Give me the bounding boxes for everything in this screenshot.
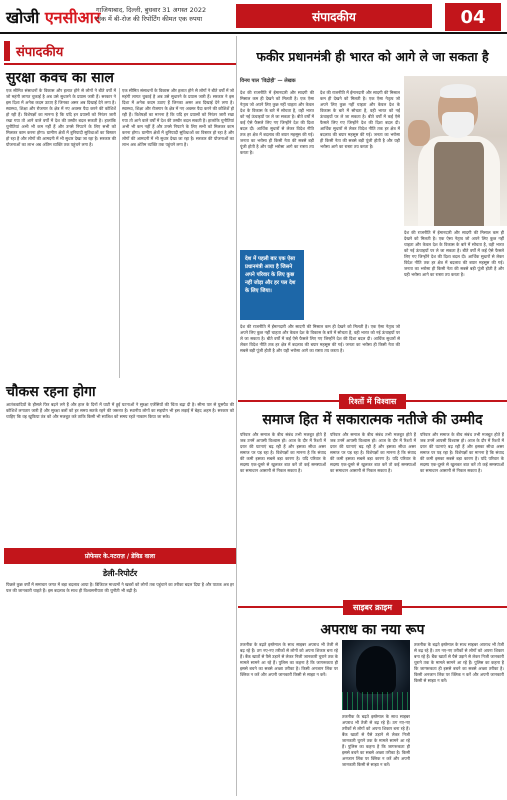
feature-body-col1: देश की राजनीति में ईमानदारी और सादगी की मिसाल कम ही देखने को मिलती है। एक ऐसा नेतृत्व जो अपने लिए कुछ नहीं चाहता और केवल देश के विकास के बारे में सोचता है, वही भारत को नई ऊंचाइयों पर ले जा सकता है। बीते वर्षों में कई ऐसे फैसले लिए गए जिन्होंने देश की दिशा बदल दी। आर्थिक सुधारों से लेकर विदेश नीति तक हर क्षेत्र में बदलाव की बयार महसूस की गई। जनता का भरोसा ही किसी नेता की सबसे बड़ी पूंजी होती है और यही भरोसा आगे का रास्ता तय करता है। <box>240 90 314 155</box>
column-author-box: प्रोफेसर के.नटराज़ / डेविड वाला <box>4 548 236 564</box>
section3-body-col3: तकनीक के बढ़ते इस्तेमाल के साथ साइबर अपराध भी तेजी से बढ़ रहे हैं। ठग नए-नए तरीकों से लोगों को अपना शिकार बना रहे हैं। बैंक खातों से पैसे उड़ाने से लेकर निजी जानकारी चुराने तक के मामले सामने आ रहे हैं। पुलिस का कहना है कि जागरूकता ही इससे बचने का सबसे अच्छा तरीका है। किसी अनजान लिंक पर क्लिक न करें और अपनी जानकारी किसी से साझा न करें। <box>414 642 504 683</box>
newspaper-logo[interactable] <box>6 6 100 28</box>
section3-headline[interactable]: अपराध का नया रूप <box>320 622 425 638</box>
feature-body-col2: देश की राजनीति में ईमानदारी और सादगी की मिसाल कम ही देखने को मिलती है। एक ऐसा नेतृत्व जो अपने लिए कुछ नहीं चाहता और केवल देश के विकास के बारे में सोचता है, वही भारत को नई ऊंचाइयों पर ले जा सकता है। बीते वर्षों में कई ऐसे फैसले लिए गए जिन्होंने देश की दिशा बदल दी। आर्थिक सुधारों से लेकर विदेश नीति तक हर क्षेत्र में बदलाव की बयार महसूस की गई। जनता का भरोसा ही किसी नेता की सबसे बड़ी पूंजी होती है और यही भरोसा आगे का रास्ता तय करता है। <box>320 90 400 149</box>
feature-headline[interactable] <box>238 36 507 76</box>
feature-body-col4: देश की राजनीति में ईमानदारी और सादगी की मिसाल कम ही देखने को मिलती है। एक ऐसा नेतृत्व जो अपने लिए कुछ नहीं चाहता और केवल देश के विकास के बारे में सोचता है, वही भारत को नई ऊंचाइयों पर ले जा सकता है। बीते वर्षों में कई ऐसे फैसले लिए गए जिन्होंने देश की दिशा बदल दी। आर्थिक सुधारों से लेकर विदेश नीति तक हर क्षेत्र में बदलाव की बयार महसूस की गई। जनता का भरोसा ही किसी नेता की सबसे बड़ी पूंजी होती है और यही भरोसा आगे का रास्ता तय करता है। <box>240 324 400 353</box>
editorial-divider <box>4 63 236 65</box>
editorial-marker-icon <box>4 41 10 61</box>
page-number: 04 <box>445 3 501 31</box>
story2-body: आतंकवादियों के हौसले फिर बढ़ने लगे हैं और हाल के दिनों में घाटी में हुई घटनाओं ने सुरक्षा एजेंसियों की चिंता बढ़ा दी है। सीमा पार से घुसपैठ की कोशिशें लगातार जारी हैं और सुरक्षा बलों को हर समय सतर्क रहने की जरूरत है। स्थानीय लोगों का सहयोग भी इस लड़ाई में बेहद अहम है। सरकार को चाहिए कि वह खुफिया तंत्र को और मजबूत करे ताकि किसी भी साजिश को समय रहते नाकाम किया जा सके। <box>6 402 234 419</box>
section3-band <box>238 600 507 614</box>
section3-body-col2: तकनीक के बढ़ते इस्तेमाल के साथ साइबर अपराध भी तेजी से बढ़ रहे हैं। ठग नए-नए तरीकों से लोगों को अपना शिकार बना रहे हैं। बैंक खातों से पैसे उड़ाने से लेकर निजी जानकारी चुराने तक के मामले सामने आ रहे हैं। पुलिस का कहना है कि जागरूकता ही इससे बचने का सबसे अच्छा तरीका है। किसी अनजान लिंक पर क्लिक न करें और अपनी जानकारी किसी से साझा न करें। <box>342 714 410 767</box>
story1-body-col2: एक सीमित संसाधनों के विकास और हलात होने से लोगों ने बीते वर्षों में जो महंगी लागत चुकाई है अब उसे सुधारने के प्रयास जारी हैं। सरकार ने इस दिशा में अनेक कदम उठाए हैं जिनका असर अब दिखाई देने लगा है। स्वास्थ्य, शिक्षा और रोजगार के क्षेत्र में नए अवसर पैदा करने की कोशिशें हो रही हैं। विशेषज्ञों का मानना है कि यदि इन प्रयासों को निरंतर जारी रखा गया तो आने वाले वर्षों में देश की तस्वीर बदल सकती है। हालांकि चुनौतियां अभी भी कम नहीं हैं और उनसे निपटने के लिए सभी को मिलकर काम करना होगा। ग्रामीण क्षेत्रों में बुनियादी सुविधाओं का विस्तार हो रहा है और लोगों की आमदनी में भी सुधार देखा जा रहा है। सरकार की योजनाओं का लाभ अब अंतिम व्यक्ति तक पहुंचने लगा है। <box>122 88 234 147</box>
story2-headline[interactable]: चौकस रहना होगा <box>6 384 96 400</box>
feature-headline-line1: फकीर प्रधानमंत्री ही भारत को <box>256 48 391 64</box>
section2-headline[interactable]: समाज हित में सकारात्मक नतीजे की उम्मीद <box>262 412 483 428</box>
dateline-note: अंक में बी-रोज की रिपोर्टिंग कीमत एक रुपया <box>96 15 203 23</box>
dateline-date: गाजियाबाद, दिल्ली, बुधवार 31 अगस्त 2022 <box>96 6 207 14</box>
feature-headline-line2: आगे ले जा सकता है <box>395 48 489 64</box>
masthead <box>0 0 507 34</box>
column-title[interactable]: डेली-रिपोर्टर <box>102 569 138 578</box>
feature-byline: विनय पाल 'विद्रोही' — लेखक <box>240 78 296 84</box>
editorial-header <box>4 40 154 62</box>
section2-body-col3: परिवार और समाज के बीच संबंध तभी मजबूत होते हैं जब उनमें आपसी विश्वास हो। आज के दौर में रिश्तों में दरार की घटनाएं बढ़ रही हैं और इसका सीधा असर समाज पर पड़ रहा है। विशेषज्ञों का मानना है कि संवाद की कमी इसका सबसे बड़ा कारण है। यदि परिवार के सदस्य एक-दूसरे से खुलकर बात करें तो कई समस्याओं का समाधान आसानी से निकल सकता है। <box>420 432 504 473</box>
dateline <box>96 6 236 24</box>
logo-main: खोजी <box>6 8 40 27</box>
section3-body-col1: तकनीक के बढ़ते इस्तेमाल के साथ साइबर अपराध भी तेजी से बढ़ रहे हैं। ठग नए-नए तरीकों से लोगों को अपना शिकार बना रहे हैं। बैंक खातों से पैसे उड़ाने से लेकर निजी जानकारी चुराने तक के मामले सामने आ रहे हैं। पुलिस का कहना है कि जागरूकता ही इससे बचने का सबसे अच्छा तरीका है। किसी अनजान लिंक पर क्लिक न करें और अपनी जानकारी किसी से साझा न करें। <box>240 642 338 677</box>
section2-body-col1: परिवार और समाज के बीच संबंध तभी मजबूत होते हैं जब उनमें आपसी विश्वास हो। आज के दौर में रिश्तों में दरार की घटनाएं बढ़ रही हैं और इसका सीधा असर समाज पर पड़ रहा है। विशेषज्ञों का मानना है कि संवाद की कमी इसका सबसे बड़ा कारण है। यदि परिवार के सदस्य एक-दूसरे से खुलकर बात करें तो कई समस्याओं का समाधान आसानी से निकल सकता है। <box>240 432 326 473</box>
leader-photo <box>404 76 507 226</box>
feature-pull-quote: देश में पहली बार एक ऐसा प्रधानमंत्री आया है जिसने अपने परिवार के लिए कुछ नहीं जोड़ा और हर पल देश के लिए जिया। <box>240 250 304 320</box>
feature-body-col3: देश की राजनीति में ईमानदारी और सादगी की मिसाल कम ही देखने को मिलती है। एक ऐसा नेतृत्व जो अपने लिए कुछ नहीं चाहता और केवल देश के विकास के बारे में सोचता है, वही भारत को नई ऊंचाइयों पर ले जा सकता है। बीते वर्षों में कई ऐसे फैसले लिए गए जिन्होंने देश की दिशा बदल दी। आर्थिक सुधारों से लेकर विदेश नीति तक हर क्षेत्र में बदलाव की बयार महसूस की गई। जनता का भरोसा ही किसी नेता की सबसे बड़ी पूंजी होती है और यही भरोसा आगे का रास्ता तय करता है। <box>404 230 504 277</box>
column-body: पिछले कुछ वर्षों में समाचार जगत में बड़ा बदलाव आया है। डिजिटल माध्यमों ने खबरों को लोगों तक पहुंचाने का तरीका बदल दिया है और पाठक अब हर पल की जानकारी चाहते हैं। इस बदलाव के साथ ही विश्वसनीयता की चुनौती भी बढ़ी है। <box>6 582 234 593</box>
section-tab: संपादकीय <box>236 4 432 28</box>
column-rule <box>119 88 120 378</box>
story1-headline[interactable]: सुरक्षा कवच का साल <box>6 70 114 86</box>
logo-accent: एनसीआर <box>39 8 101 27</box>
section2-body-col2: परिवार और समाज के बीच संबंध तभी मजबूत होते हैं जब उनमें आपसी विश्वास हो। आज के दौर में रिश्तों में दरार की घटनाएं बढ़ रही हैं और इसका सीधा असर समाज पर पड़ रहा है। विशेषज्ञों का मानना है कि संवाद की कमी इसका सबसे बड़ा कारण है। यदि परिवार के सदस्य एक-दूसरे से खुलकर बात करें तो कई समस्याओं का समाधान आसानी से निकल सकता है। <box>330 432 416 473</box>
section2-band-label: रिश्तों में विश्वास <box>339 394 407 409</box>
hacker-image <box>342 640 410 710</box>
section2-band <box>238 394 507 408</box>
section3-band-label: साइबर क्राइम <box>343 600 402 615</box>
editorial-label: संपादकीय <box>16 45 64 60</box>
page-column-divider <box>236 36 237 796</box>
story1-body-col1: एक सीमित संसाधनों के विकास और हलात होने से लोगों ने बीते वर्षों में जो महंगी लागत चुकाई है अब उसे सुधारने के प्रयास जारी हैं। सरकार ने इस दिशा में अनेक कदम उठाए हैं जिनका असर अब दिखाई देने लगा है। स्वास्थ्य, शिक्षा और रोजगार के क्षेत्र में नए अवसर पैदा करने की कोशिशें हो रही हैं। विशेषज्ञों का मानना है कि यदि इन प्रयासों को निरंतर जारी रखा गया तो आने वाले वर्षों में देश की तस्वीर बदल सकती है। हालांकि चुनौतियां अभी भी कम नहीं हैं और उनसे निपटने के लिए सभी को मिलकर काम करना होगा। ग्रामीण क्षेत्रों में बुनियादी सुविधाओं का विस्तार हो रहा है और लोगों की आमदनी में भी सुधार देखा जा रहा है। सरकार की योजनाओं का लाभ अब अंतिम व्यक्ति तक पहुंचने लगा है। <box>6 88 116 147</box>
